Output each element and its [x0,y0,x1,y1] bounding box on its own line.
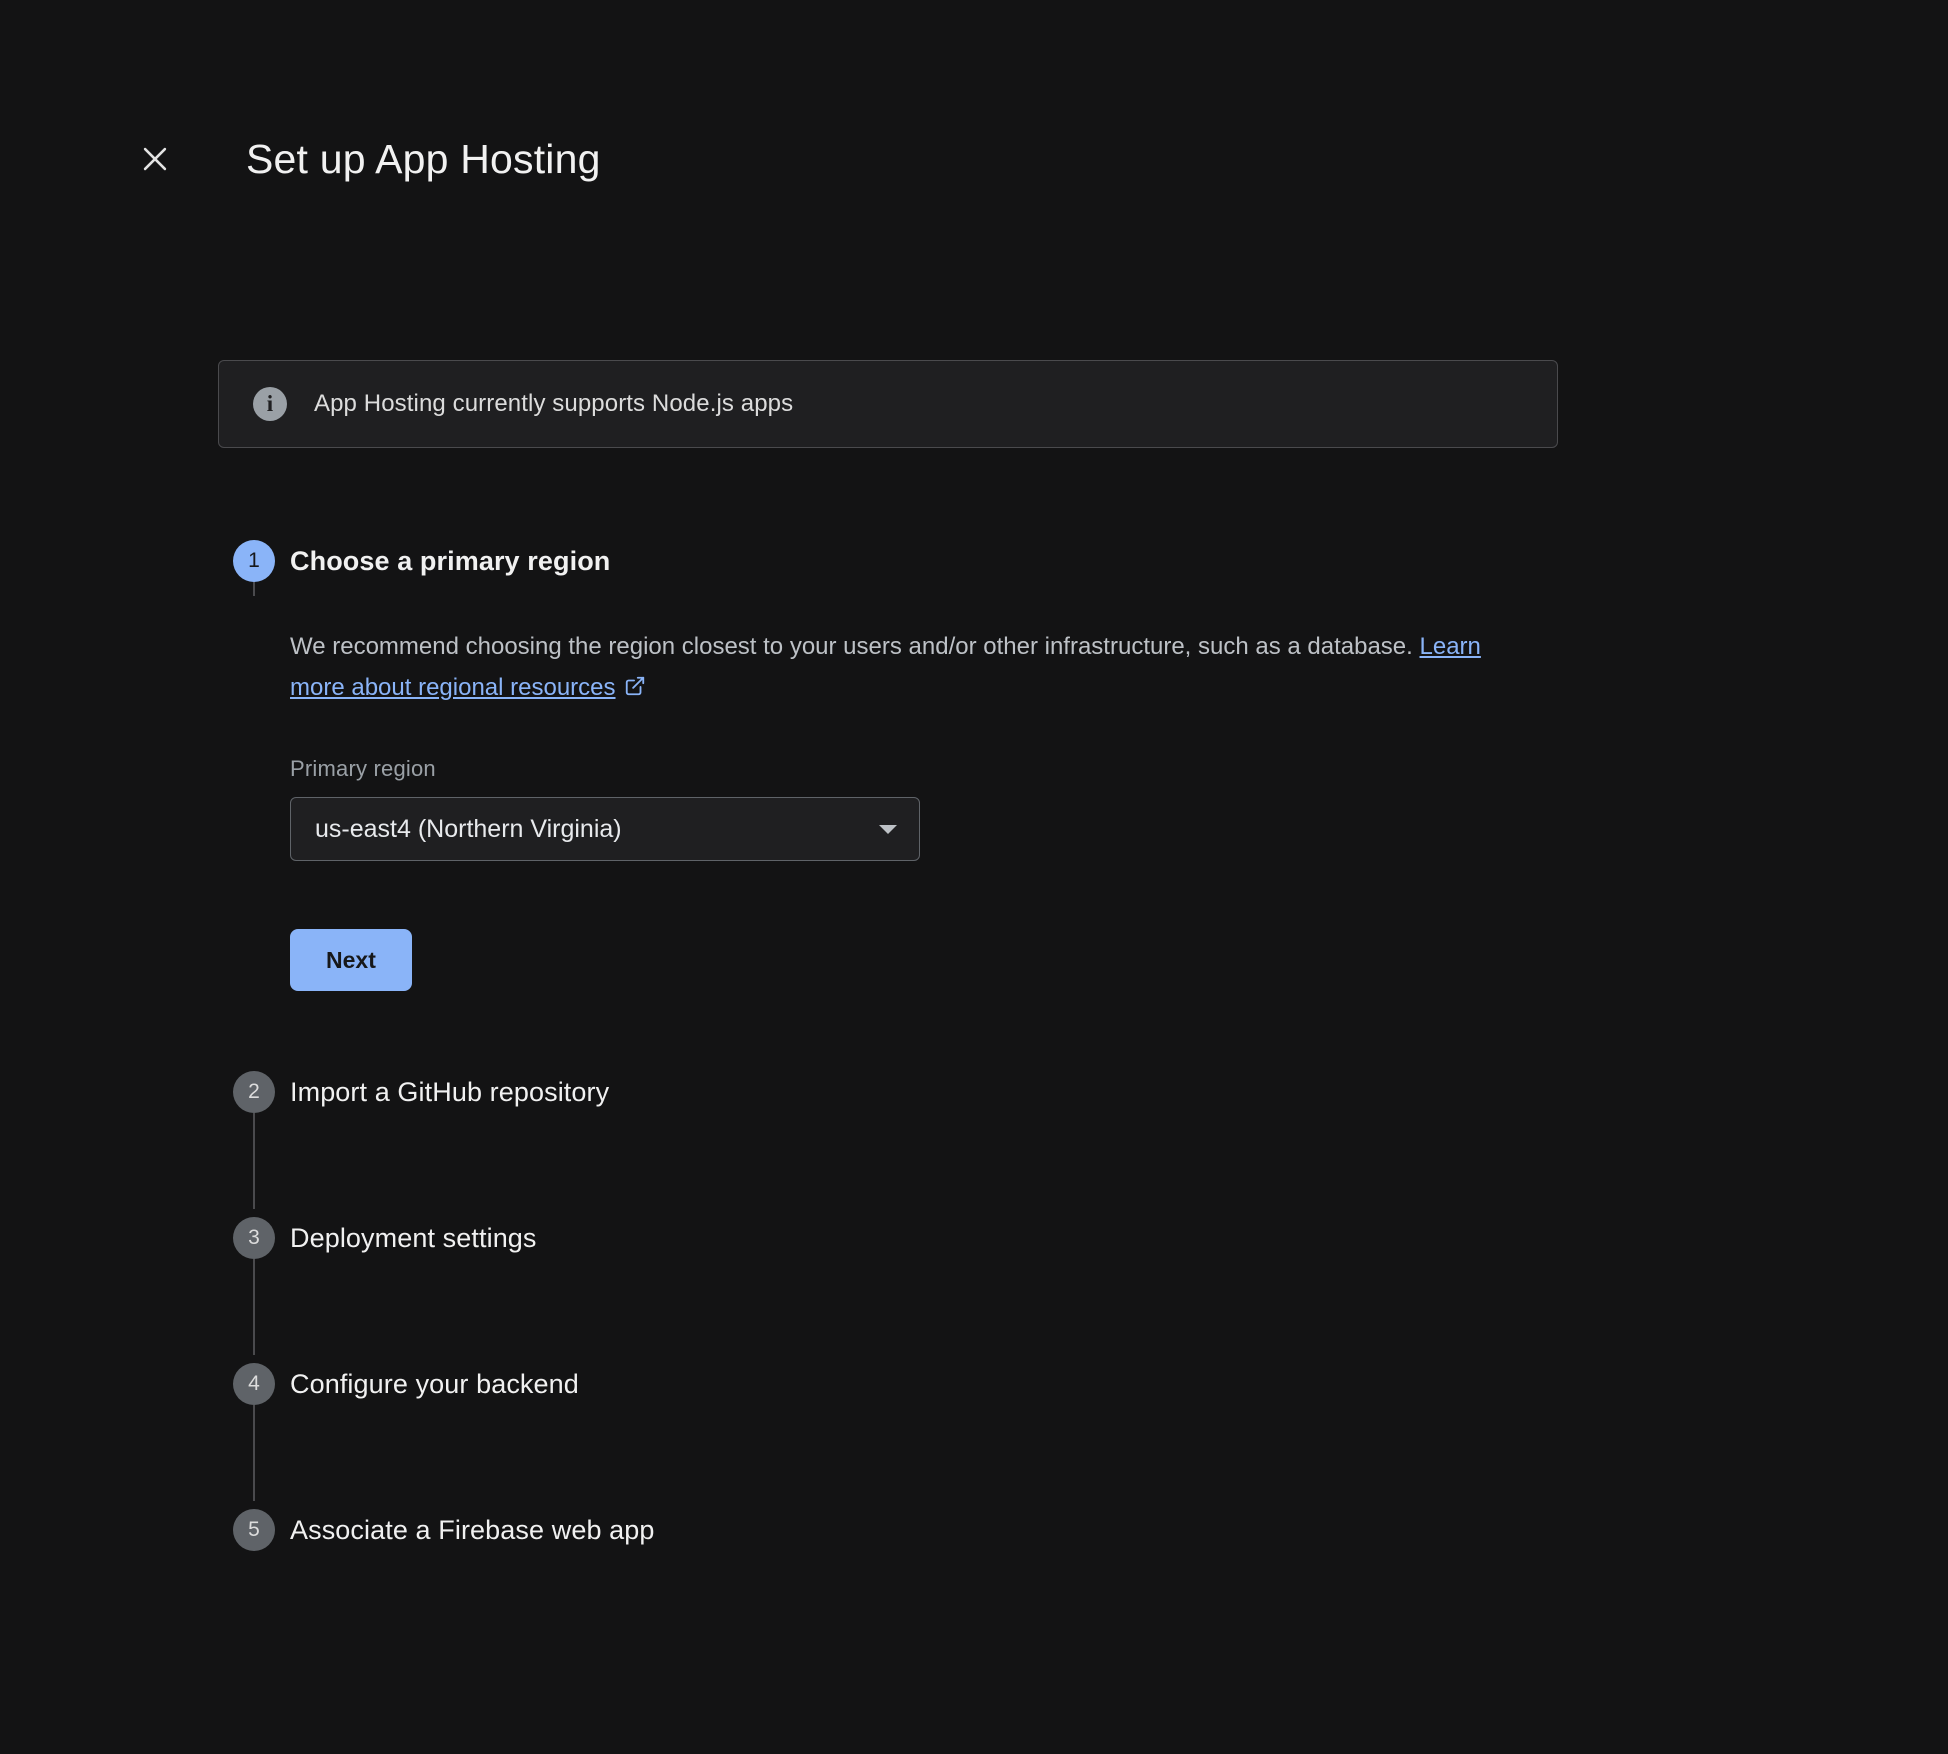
step-1-description [290,626,1490,710]
step-5-title: Associate a Firebase web app [290,1515,655,1545]
step-1-description-text: We recommend choosing the region closest to your users and/or other infrastructure, such as a database. [290,633,1420,660]
close-icon[interactable] [128,132,182,186]
step-1-number: 1 [233,540,275,582]
step-1-body [290,536,1948,1067]
step-3-number: 3 [233,1217,275,1259]
step-5[interactable] [218,1505,1948,1555]
step-3-marker [218,1213,290,1259]
step-5-number: 5 [233,1509,275,1551]
primary-region-label: Primary region [290,756,436,781]
external-link-icon[interactable] [624,669,646,710]
step-4-marker [218,1359,290,1405]
dialog-content [0,194,1948,1555]
step-1 [218,536,1948,1067]
step-2-number: 2 [233,1071,275,1113]
step-1-title: Choose a primary region [290,546,611,576]
info-icon: i [253,387,287,421]
step-4-title: Configure your backend [290,1369,579,1399]
step-gap-4 [218,1409,1948,1505]
primary-region-select[interactable] [290,797,920,861]
step-1-content [290,586,1948,1067]
page-title: Set up App Hosting [246,135,601,182]
step-gap-2 [218,1117,1948,1213]
next-button[interactable]: Next [290,929,412,991]
primary-region-value: us-east4 (Northern Virginia) [315,814,622,843]
step-4-number: 4 [233,1363,275,1405]
info-banner-text: App Hosting currently supports Node.js apps [314,390,794,417]
step-4[interactable] [218,1359,1948,1409]
setup-stepper [218,536,1948,1555]
step-4-body [290,1359,1948,1409]
step-3-title: Deployment settings [290,1223,537,1253]
step-gap-3 [218,1263,1948,1359]
step-3[interactable] [218,1213,1948,1263]
chevron-down-icon[interactable] [879,825,897,834]
step-2-body [290,1067,1948,1117]
learn-more-link[interactable]: Learn more about regional resources [290,633,1481,701]
dialog-header [0,0,1948,194]
step-2-marker [218,1067,290,1113]
step-connector [253,1405,255,1501]
step-1-marker [218,536,290,582]
step-connector [253,582,255,596]
step-2[interactable] [218,1067,1948,1117]
info-banner [218,360,1558,448]
step-3-body [290,1213,1948,1263]
step-5-marker [218,1505,290,1551]
step-connector [253,1259,255,1355]
step-connector [253,1113,255,1209]
step-2-title: Import a GitHub repository [290,1077,610,1107]
step-5-body [290,1505,1948,1555]
